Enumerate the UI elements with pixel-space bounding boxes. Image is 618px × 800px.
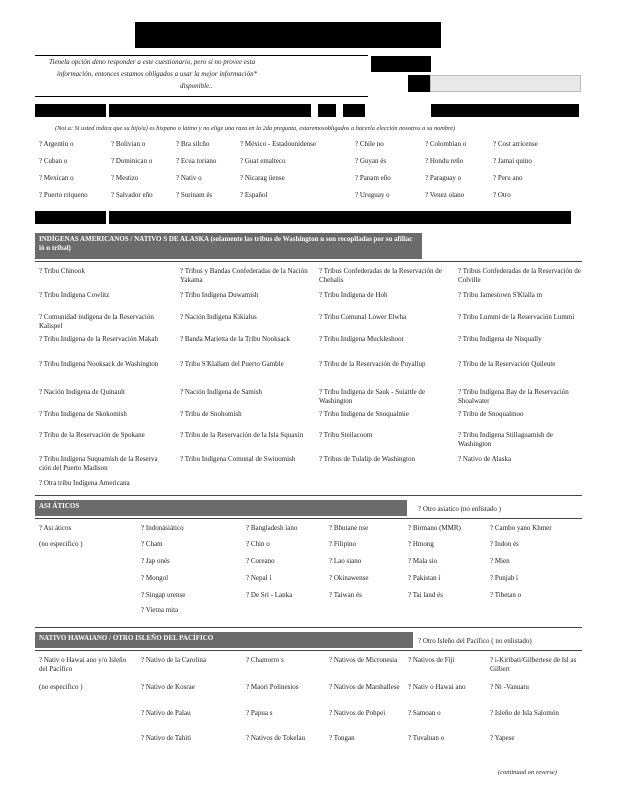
native-option[interactable]: ? Tribu Indígena de Nisqually <box>458 335 542 343</box>
native-option[interactable]: ? Banda Marietta de la Tribu Nooksack <box>180 335 291 343</box>
native-option[interactable]: ? Tribu Indígena de la Reservación Makah <box>39 335 158 343</box>
native-option[interactable]: ? Tribu de Snoqualmoo <box>458 410 524 418</box>
native-option[interactable]: ? Tribus Confederadas de la Reservación de Colville <box>458 267 581 284</box>
hispanic-option[interactable]: ? Mestizo <box>111 174 139 182</box>
asian-option[interactable]: ? Hmong <box>408 540 434 548</box>
hispanic-option[interactable]: ? Otro <box>493 191 511 199</box>
native-header-text: INDÍGENAS AMERICANOS / NATIVO S DE ALASKA (solamente las tribus de Washington n son recopiladas por su afiliac ió n tribal) <box>39 235 413 252</box>
pacific-option[interactable]: ? Papua s <box>246 709 273 717</box>
native-option[interactable]: ? Tribus de Tulalip de Washington <box>319 455 415 463</box>
asian-option[interactable]: ? Vietna mita <box>141 606 179 614</box>
native-option[interactable]: ? Tribu de la Reservación de Spokane <box>39 431 145 439</box>
asian-option[interactable]: ? Lao siano <box>329 557 362 565</box>
hispanic-option[interactable]: ? Mexican o <box>39 174 74 182</box>
native-option[interactable]: ? Nación Indígena Kikialus <box>180 313 257 321</box>
pacific-option[interactable]: ? Nativo de Palau <box>141 709 191 717</box>
native-option[interactable]: ? Tribu Indígena Cowlitz <box>39 291 110 299</box>
asian-option[interactable]: ? Indonásiático <box>141 524 184 532</box>
pacific-option[interactable]: ? Nativos de Tokelau <box>246 734 306 742</box>
hispanic-option[interactable]: ? Guyan és <box>355 157 387 165</box>
asian-option[interactable]: ? Coreano <box>246 557 275 565</box>
asian-option[interactable]: ? Asi áticos <box>39 524 72 532</box>
asian-option[interactable]: ? Bangladesh iano <box>246 524 298 532</box>
hispanic-option[interactable]: ? Español <box>240 191 268 199</box>
pacific-option[interactable]: ? Nativos de Marshallese <box>329 683 400 691</box>
hispanic-option[interactable]: ? Uruguay o <box>355 191 390 199</box>
redacted-box-2 <box>408 75 430 92</box>
native-rule <box>35 261 582 262</box>
asian-option[interactable]: ? Pakistan í <box>408 574 441 582</box>
asian-option[interactable]: ? Mongol <box>141 574 169 582</box>
redacted-title <box>135 22 441 48</box>
hispanic-option[interactable]: ? Colombian o <box>425 140 467 148</box>
pacific-option: (no especifico ) <box>39 683 83 691</box>
native-option[interactable]: ? Nación Indígena de Samish <box>180 388 263 396</box>
intro-line-1: Tienela opción deno responder a este cuestionario, pero si no provee esta <box>49 58 256 66</box>
asian-option[interactable]: ? Mala sio <box>408 557 438 565</box>
asian-option[interactable]: ? Tai land és <box>408 591 443 599</box>
hispanic-option[interactable]: ? Cost arricense <box>493 140 538 148</box>
pacific-other[interactable]: ? Otro Isleño del Pacífico ( no enlistado) <box>418 637 532 645</box>
asian-option[interactable]: ? Singap urense <box>141 591 186 599</box>
hispanic-option[interactable]: ? Salvador eño <box>111 191 153 199</box>
asian-header-text: ASI ÁTICOS <box>39 502 80 510</box>
pacific-option[interactable]: ? Nativos de Pohpei <box>329 709 386 717</box>
pacific-option[interactable]: ? Ni -Vanuatu <box>490 683 529 691</box>
hispanic-option[interactable]: ? Nativ o <box>176 174 202 182</box>
pacific-option[interactable]: ? Nativo de Kosrae <box>141 683 195 691</box>
hispanic-option[interactable]: ? Surinam és <box>176 191 213 199</box>
pacific-top-rule <box>35 627 582 628</box>
asian-option[interactable]: ? Filipino <box>329 540 357 548</box>
hispanic-option[interactable]: ? Jamai quino <box>493 157 532 165</box>
native-option[interactable]: ? Tribus Confederadas de la Reservación de Chehalis <box>319 267 442 284</box>
pacific-rule <box>35 650 582 651</box>
asian-header <box>35 500 407 516</box>
asian-option[interactable]: ? Indon és <box>490 540 519 548</box>
asian-rule <box>35 518 582 519</box>
pacific-option[interactable]: ? i-Kiribati/Gilbertese de Isl as Gilbert <box>490 656 577 673</box>
intro-line-3: disponible.. <box>180 82 213 90</box>
native-option[interactable]: ? Tribu Indígena de Sauk - Suiattle de Washington <box>319 388 425 405</box>
native-option[interactable]: ? Tribu Indígena de Snoqualmie <box>319 410 409 418</box>
native-option[interactable]: ? Tribu Chinook <box>39 267 85 275</box>
asian-option: (no especifico ) <box>39 540 83 548</box>
redacted-hisp-2 <box>109 104 311 117</box>
native-option[interactable]: ? Tribu de la Reservación de la Isla Squaxin <box>180 431 304 439</box>
pacific-option[interactable]: ? Isleño de Isla Salomón <box>490 709 559 717</box>
native-option[interactable]: ? Tribu Indígena Comunal de Swinomish <box>180 455 296 463</box>
native-option[interactable]: ? Otra tribu Indígena Americana <box>39 479 130 487</box>
pacific-option[interactable]: ? Tuvaluan o <box>408 734 445 742</box>
hispanic-option[interactable]: ? Bra silcño <box>176 140 210 148</box>
native-option[interactable]: ? Tribu Indígena de Hoh <box>319 291 388 299</box>
hispanic-note: (Not a: Si usted indica que su hijo/a) es hispano o latino y no elige una raza en la 2da pregunta, estaremosobligados a hacerla elección nosotros a su nombre) <box>55 125 456 132</box>
pacific-option[interactable]: ? Chamorro s <box>246 656 284 664</box>
redacted-race-2 <box>109 211 571 224</box>
pacific-option[interactable]: ? Yapese <box>490 734 515 742</box>
hispanic-option[interactable]: ? Bolivian o <box>111 140 146 148</box>
native-option[interactable]: ? Tribu S'Klallam del Puerto Gamble <box>180 360 284 368</box>
pacific-option[interactable]: ? Nativ o Hawai ano <box>408 683 466 691</box>
hispanic-option[interactable]: ? Panam eño <box>355 174 391 182</box>
redacted-hisp-3 <box>318 104 336 117</box>
asian-option[interactable]: ? Chin o <box>246 540 270 548</box>
asian-option[interactable]: ? Bhutane nse <box>329 524 369 532</box>
pacific-option[interactable]: ? Nativo de Tahiti <box>141 734 192 742</box>
native-option[interactable]: ? Tribu Steilacoom <box>319 431 373 439</box>
redacted-hisp-4 <box>343 104 365 117</box>
redacted-hisp-5 <box>431 104 579 117</box>
pacific-option[interactable]: ? Samoan o <box>408 709 441 717</box>
redacted-hisp-1 <box>35 104 106 117</box>
native-option[interactable]: ? Tribu Indígena Duwamish <box>180 291 259 299</box>
asian-option[interactable]: ? Cambo yano Khmer <box>490 524 552 532</box>
hispanic-option[interactable]: ? Puerto rriqueno <box>39 191 88 199</box>
native-option[interactable]: ? Tribu Indígena Suquamish de la Reserva ción del Puerto Madison <box>39 455 158 472</box>
pacific-option[interactable]: ? Nativo de la Carolina <box>141 656 206 664</box>
native-option[interactable]: ? Comunidad indígena de la Reservación Kalispel <box>39 313 154 330</box>
pacific-option[interactable]: ? Nativ o Hawai ano y/o Isleño del Pacífico <box>39 656 127 673</box>
pacific-option[interactable]: ? Nativos de Fiji <box>408 656 455 664</box>
asian-option[interactable]: ? Tibetan o <box>490 591 522 599</box>
native-option[interactable]: ? Nativo de Alaska <box>458 455 512 463</box>
native-option[interactable]: ? Tribu de Snohomish <box>180 410 242 418</box>
hispanic-option[interactable]: ? Cuban o <box>39 157 68 165</box>
native-option[interactable]: ? Tribu de la Reservación de Puyallup <box>319 360 426 368</box>
asian-option[interactable]: ? Punjab í <box>490 574 518 582</box>
hispanic-option[interactable]: ? México - Estadounidense <box>240 140 317 148</box>
pacific-option[interactable]: ? Nativos de Micronesia <box>329 656 398 664</box>
hispanic-option[interactable]: ? Dominican o <box>111 157 153 165</box>
hispanic-option[interactable]: ? Peru ano <box>493 174 523 182</box>
hispanic-option[interactable]: ? Paraguay o <box>425 174 462 182</box>
asian-option[interactable]: ? Okinawense <box>329 574 369 582</box>
native-option[interactable]: ? Tribu Indígena de Skokomish <box>39 410 127 418</box>
hispanic-option[interactable]: ? Argentin o <box>39 140 74 148</box>
asian-option[interactable]: ? Cham <box>141 540 163 548</box>
native-option[interactable]: ? Nación Indígena de Quinault <box>39 388 125 396</box>
hispanic-option[interactable]: ? Guat emalteco <box>240 157 286 165</box>
asian-option[interactable]: ? Birmano (MMR) <box>408 524 461 532</box>
pacific-header <box>35 632 413 648</box>
asian-other[interactable]: ? Otro asiatico (no enlistado ) <box>418 505 502 513</box>
native-option[interactable]: ? Tribu Indígena Nooksack de Washington <box>39 360 159 368</box>
hispanic-option[interactable]: ? Chile no <box>355 140 384 148</box>
redacted-race-1 <box>35 211 106 224</box>
native-option[interactable]: ? Tribu Indígena Muckleshoot <box>319 335 404 343</box>
native-header <box>35 233 422 259</box>
hispanic-option[interactable]: ? Hondu reño <box>425 157 464 165</box>
asian-option[interactable]: ? Taiwan és <box>329 591 362 599</box>
hispanic-option[interactable]: ? Ecua toriano <box>176 157 217 165</box>
asian-option[interactable]: ? Jap onés <box>141 557 170 565</box>
grey-field <box>430 75 581 92</box>
hispanic-option[interactable]: ? Venez olano <box>425 191 465 199</box>
asian-option[interactable]: ? De Sri - Lanka <box>246 591 293 599</box>
native-option[interactable]: ? Tribu Indígena Bay de la Reservación Shoalwater <box>458 388 569 405</box>
intro-line-2: información, entonces estamos obligados a usar la mejor información* <box>57 70 258 78</box>
pacific-header-text: NATIVO HAWAIANO / OTRO ISLEÑO DEL PACÍFICO <box>39 634 214 642</box>
intro-box <box>35 55 368 97</box>
pacific-option[interactable]: ? Tongan <box>329 734 355 742</box>
native-option[interactable]: ? Tribu Indígena Stillaguamish de Washington <box>458 431 553 448</box>
native-option[interactable]: ? Tribu Jamestown S'Klalla m <box>458 291 543 299</box>
redacted-box-1 <box>371 56 431 72</box>
asian-option[interactable]: ? Nepal í <box>246 574 272 582</box>
native-option[interactable]: ? Tribu Lummi de la Reservación Lummi <box>458 313 575 321</box>
asian-option[interactable]: ? Mien <box>490 557 510 565</box>
footer-note: (continuad on reverse) <box>498 769 557 776</box>
hispanic-option[interactable]: ? Nicarag üense <box>240 174 285 182</box>
asian-top-rule <box>35 495 582 496</box>
native-option[interactable]: ? Tribus y Bandas Confederadas de la Nación Yakama <box>180 267 308 284</box>
native-option[interactable]: ? Tribu de la Reservación Quileute <box>458 360 556 368</box>
native-option[interactable]: ? Tribu Comunal Lower Elwha <box>319 313 407 321</box>
pacific-option[interactable]: ? Maori Polinesios <box>246 683 299 691</box>
